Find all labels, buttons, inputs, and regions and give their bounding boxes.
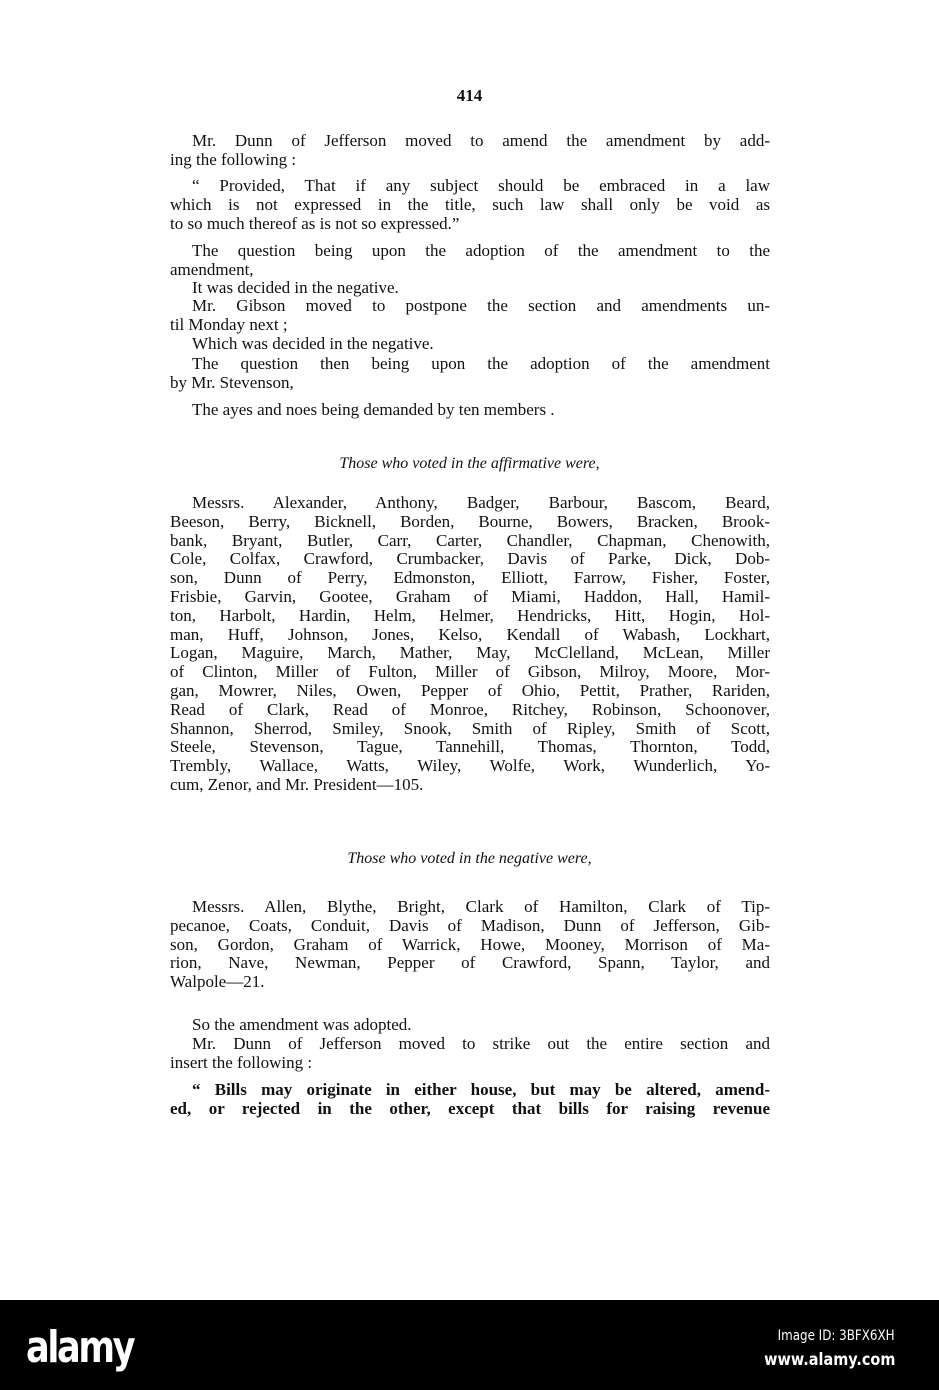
text-line: gan, Mowrer, Niles, Owen, Pepper of Ohio, Pettit, Prather, Rariden,: [170, 680, 770, 700]
paragraph-amend-motion: [170, 132, 770, 170]
text-line: til Monday next ;: [170, 314, 288, 334]
paragraph-question-then: [170, 355, 770, 393]
text-line: Cole, Colfax, Crawford, Crumbacker, Davis of Parke, Dick, Dob-: [170, 549, 770, 569]
text-line: ton, Harbolt, Hardin, Helm, Helmer, Hendricks, Hitt, Hogin, Hol-: [170, 605, 770, 625]
text-line: of Clinton, Miller of Fulton, Miller of Gibson, Milroy, Moore, Mor-: [170, 662, 770, 682]
text-line: It was decided in the negative.: [192, 278, 399, 297]
text-line: by Mr. Stevenson,: [170, 372, 294, 392]
alamy-logo: alamy: [26, 1322, 134, 1373]
text-line: Trembly, Wallace, Watts, Wiley, Wolfe, Work, Wunderlich, Yo-: [170, 756, 770, 776]
paragraph-ayes-noes: [170, 401, 770, 420]
text-line: ing the following :: [170, 149, 297, 169]
text-line: Mr. Gibson moved to postpone the section and amendments un-: [192, 296, 770, 315]
text-line: Walpole—21.: [170, 972, 265, 992]
text-line: Which was decided in the negative.: [192, 334, 434, 353]
text-line: cum, Zenor, and Mr. President—105.: [170, 774, 424, 794]
text-line: insert the following :: [170, 1052, 313, 1072]
paragraph-strike-out-motion: [170, 1035, 770, 1073]
text-line: Messrs. Alexander, Anthony, Badger, Barbour, Bascom, Beard,: [192, 493, 770, 512]
paragraph-which-decided: [170, 335, 770, 354]
text-line: So the amendment was adopted.: [192, 1015, 412, 1034]
text-line: “ Bills may originate in either house, but may be altered, amend-: [192, 1080, 770, 1099]
heading-negative: Those who voted in the negative were,: [347, 850, 592, 867]
paragraph-decided-negative: [170, 279, 770, 298]
text-line: Steele, Stevenson, Tague, Tannehill, Thomas, Thornton, Todd,: [170, 737, 770, 757]
text-line: Shannon, Sherrod, Smiley, Snook, Smith of Ripley, Smith of Scott,: [170, 718, 770, 738]
text-line: The ayes and noes being demanded by ten members .: [192, 400, 555, 419]
text-line: Read of Clark, Read of Monroe, Ritchey, Robinson, Schoonover,: [170, 699, 770, 719]
text-line: Mr. Dunn of Jefferson moved to strike out the entire section and: [192, 1034, 770, 1053]
text-line: Logan, Maguire, March, Mather, May, McClelland, McLean, Miller: [170, 643, 770, 663]
text-line: son, Dunn of Perry, Edmonston, Elliott, Farrow, Fisher, Foster,: [170, 568, 770, 588]
text-line: to so much thereof as is not so expressed.”: [170, 213, 460, 233]
text-line: man, Huff, Johnson, Jones, Kelso, Kendall of Wabash, Lockhart,: [170, 624, 770, 644]
text-line: pecanoe, Coats, Conduit, Davis of Madison, Dunn of Jefferson, Gib-: [170, 915, 770, 935]
paragraph-question: [170, 242, 770, 280]
site-url: www.alamy.com: [763, 1350, 895, 1370]
paragraph-amendment-adopted: [170, 1016, 770, 1035]
text-line: ed, or rejected in the other, except that bills for raising revenue: [170, 1098, 770, 1118]
text-line: Frisbie, Garvin, Gootee, Graham of Miami, Haddon, Hall, Hamil-: [170, 586, 770, 606]
text-line: Beeson, Berry, Bicknell, Borden, Bourne, Bowers, Bracken, Brook-: [170, 511, 770, 531]
paragraph-bills-quote: [170, 1081, 770, 1119]
image-id-label: Image ID: 3BFX6XH: [778, 1328, 895, 1344]
text-line: rion, Nave, Newman, Pepper of Crawford, Spann, Taylor, and: [170, 953, 770, 973]
paragraph-provided-quote: [170, 177, 770, 233]
affirmative-votes-list: [170, 494, 770, 795]
text-line: Messrs. Allen, Blythe, Bright, Clark of Hamilton, Clark of Tip-: [192, 897, 770, 916]
text-line: amendment,: [170, 259, 254, 279]
paragraph-gibson-motion: [170, 297, 770, 335]
text-line: The question being upon the adoption of the amendment to the: [192, 241, 770, 260]
text-line: “ Provided, That if any subject should be embraced in a law: [192, 176, 770, 195]
text-line: The question then being upon the adoption of the amendment: [192, 354, 770, 373]
page-number: 414: [456, 86, 483, 105]
negative-votes-list: [170, 898, 770, 992]
text-line: which is not expressed in the title, such law shall only be void as: [170, 194, 770, 214]
text-line: son, Gordon, Graham of Warrick, Howe, Mooney, Morrison of Ma-: [170, 934, 770, 954]
text-line: bank, Bryant, Butler, Carr, Carter, Chandler, Chapman, Chenowith,: [170, 530, 770, 550]
text-line: Mr. Dunn of Jefferson moved to amend the amendment by add-: [192, 131, 770, 150]
heading-affirmative: Those who voted in the affirmative were,: [339, 455, 600, 472]
watermark-footer: [0, 1300, 939, 1390]
